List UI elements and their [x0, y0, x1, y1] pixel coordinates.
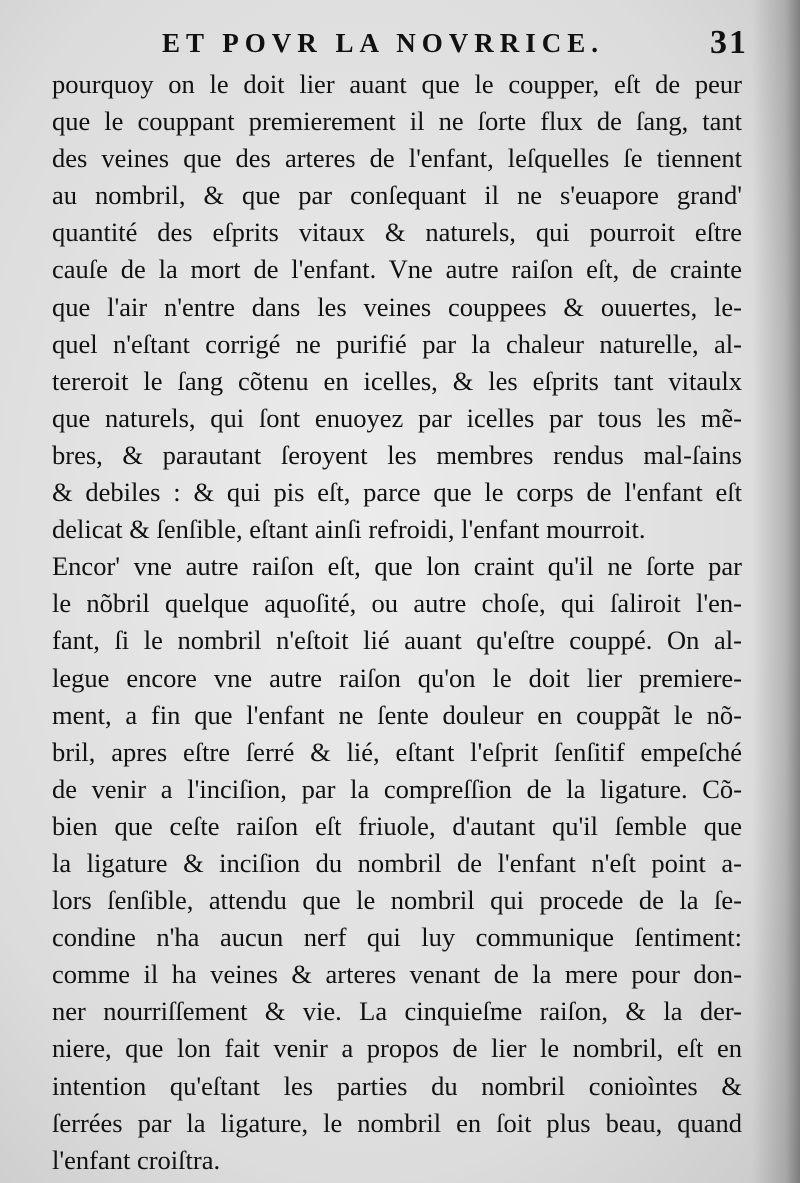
text-line: condine n'ha aucun nerf qui luy communique ſentiment:	[52, 922, 742, 953]
text-line: l'enfant croiſtra.	[52, 1144, 221, 1175]
page-header	[60, 24, 750, 64]
text-line: quel n'eſtant corrigé ne purifié par la chaleur naturelle, al-	[52, 328, 742, 359]
text-line: que le couppant premierement il ne ſorte flux de ſang, tant	[52, 106, 742, 137]
text-line: le nõbril quelque aquoſité, ou autre choſe, qui ſaliroit l'en-	[52, 588, 742, 619]
text-line: tereroit le ſang cõtenu en icelles, & les eſprits tant vitaulx	[52, 365, 742, 396]
page-number: 31	[710, 24, 748, 61]
text-line: au nombril, & que par conſequant il ne s'euapore grand'	[52, 180, 742, 211]
text-line: delicat & ſenſible, eſtant ainſi refroidi, l'enfant mourroit.	[52, 514, 646, 545]
text-line: bril, apres eſtre ſerré & lié, eſtant l'eſprit ſenſitif empeſché	[52, 736, 742, 767]
text-line: intention qu'eſtant les parties du nombril conioìntes &	[52, 1070, 742, 1101]
text-line: fant, ſi le nombril n'eſtoit lié auant qu'eſtre couppé. On al-	[52, 625, 742, 656]
body-text	[52, 66, 742, 1179]
text-line: pourquoy on le doit lier auant que le coupper, eſt de peur	[52, 69, 742, 99]
text-line: bres, & parautant ſeroyent les membres rendus mal-ſains	[52, 439, 742, 470]
text-line: comme il ha veines & arteres venant de la mere pour don-	[52, 959, 742, 990]
text-line: que l'air n'entre dans les veines couppees & ouuertes, le-	[52, 291, 742, 322]
text-line: Encor' vne autre raiſon eſt, que lon craint qu'il ne ſorte par	[52, 551, 742, 582]
text-line: bien que ceſte raiſon eſt friuole, d'autant qu'il ſemble que	[52, 810, 742, 841]
text-line: legue encore vne autre raiſon qu'on le doit lier premiere-	[52, 662, 742, 693]
text-line: que naturels, qui ſont enuoyez par icelles par tous les mẽ-	[52, 402, 742, 433]
page-gutter-shadow	[752, 0, 800, 1183]
text-line: lors ſenſible, attendu que le nombril qui procede de la ſe-	[52, 885, 742, 916]
text-line: ſerrées par la ligature, le nombril en ſoit plus beau, quand	[52, 1107, 742, 1138]
text-line: la ligature & inciſion du nombril de l'enfant n'eſt point a-	[52, 847, 742, 878]
text-line: des veines que des arteres de l'enfant, leſquelles ſe tiennent	[52, 143, 742, 174]
text-line: ner nourriſſement & vie. La cinquieſme raiſon, & la der-	[52, 996, 742, 1027]
text-line: cauſe de la mort de l'enfant. Vne autre raiſon eſt, de crainte	[52, 254, 742, 285]
text-line: ment, a fin que l'enfant ne ſente douleur en couppãt le nõ-	[52, 699, 742, 730]
text-line: quantité des eſprits vitaux & naturels, qui pourroit eſtre	[52, 217, 742, 248]
text-line: & debiles : & qui pis eſt, parce que le corps de l'enfant eſt	[52, 477, 742, 508]
running-head: ET POVR LA NOVRRICE.	[162, 28, 605, 58]
text-line: de venir a l'inciſion, par la compreſſion de la ligature. Cõ-	[52, 773, 742, 804]
text-line: niere, que lon fait venir a propos de lier le nombril, eſt en	[52, 1033, 742, 1064]
